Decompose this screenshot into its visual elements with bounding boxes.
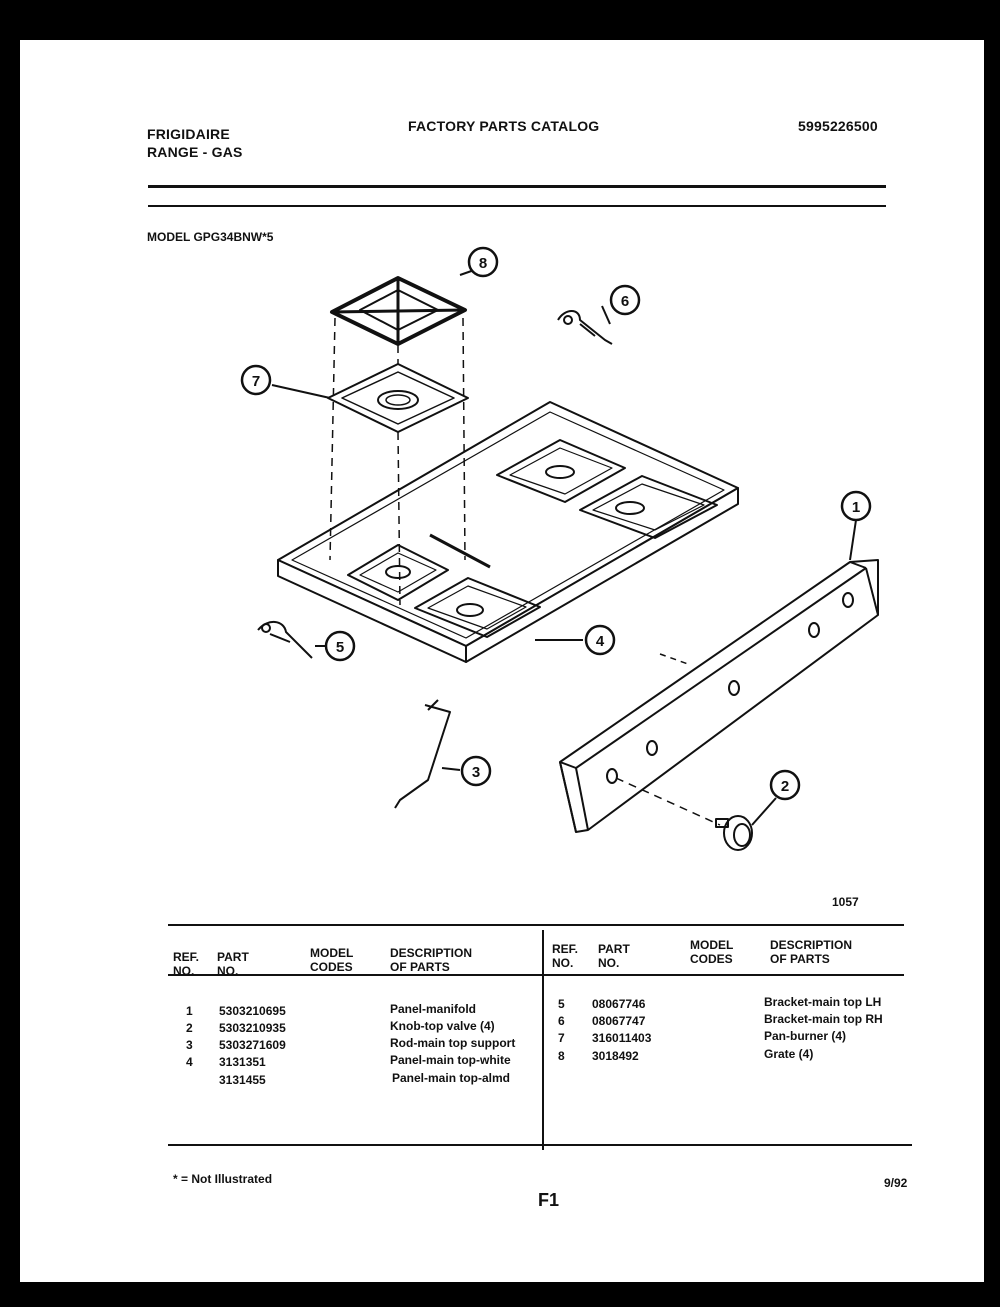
row-desc: Rod-main top support (390, 1036, 516, 1050)
row-ref: 3 (186, 1038, 193, 1052)
callout-1-label: 1 (851, 499, 861, 516)
left-header-desc: DESCRIPTION OF PARTS (390, 946, 473, 974)
callout-3 (462, 757, 490, 785)
row-ref: 8 (558, 1049, 565, 1063)
bracket-rh (558, 311, 612, 344)
row-part: 5303210935 (219, 1021, 286, 1035)
right-header-part: PART NO. (598, 942, 630, 970)
callout-8 (469, 248, 497, 276)
row-ref: 6 (558, 1014, 565, 1028)
model-label: MODEL GPG34BNW*5 (147, 230, 274, 244)
row-part: 3131455 (219, 1073, 266, 1087)
row-part: 5303271609 (219, 1038, 286, 1052)
callout-7 (242, 366, 270, 394)
row-ref: 1 (186, 1004, 193, 1018)
row-desc: Panel-main top-white (390, 1053, 511, 1067)
revision-date: 9/92 (884, 1176, 908, 1190)
callout-5-label: 5 (335, 639, 345, 656)
callout-2-label: 2 (780, 778, 790, 795)
catalog-sheet (20, 40, 984, 1282)
left-header-part: PART NO. (217, 950, 249, 978)
not-illustrated-note: * = Not Illustrated (173, 1172, 273, 1186)
row-part: 316011403 (592, 1031, 652, 1045)
table-bottom-rule (168, 1144, 912, 1146)
row-desc: Panel-manifold (390, 1002, 477, 1016)
table-header-rule (168, 974, 904, 976)
row-part: 3018492 (592, 1049, 639, 1063)
row-desc: Knob-top valve (4) (390, 1019, 495, 1033)
row-desc: Bracket-main top RH (764, 1012, 883, 1026)
bracket-lh (258, 622, 312, 658)
product-label: RANGE - GAS (147, 144, 243, 160)
table-column-divider (542, 930, 544, 1150)
support-rod (395, 700, 450, 808)
callout-1 (842, 492, 870, 520)
callout-6-label: 6 (620, 293, 630, 310)
catalog-number: 5995226500 (798, 118, 878, 134)
row-ref: 4 (186, 1055, 193, 1069)
catalog-title: FACTORY PARTS CATALOG (408, 118, 600, 134)
row-part: 08067747 (592, 1014, 646, 1028)
left-header-model: MODEL CODES (310, 946, 354, 974)
row-ref: 5 (558, 997, 565, 1011)
grate (332, 278, 465, 344)
row-desc: Grate (4) (764, 1047, 814, 1061)
row-desc: Bracket-main top LH (764, 995, 882, 1009)
figure-number: 1057 (832, 895, 859, 909)
left-header-ref: REF. NO. (173, 950, 200, 978)
callout-3-label: 3 (471, 764, 481, 781)
row-part: 08067746 (592, 997, 646, 1011)
callout-8-label: 8 (478, 255, 488, 272)
table-top-rule (168, 924, 904, 926)
row-ref: 7 (558, 1031, 565, 1045)
row-desc: Panel-main top-almd (392, 1071, 511, 1085)
callout-5 (326, 632, 354, 660)
callout-4-label: 4 (595, 633, 605, 650)
exploded-diagram (20, 40, 984, 920)
row-part: 5303210695 (219, 1004, 286, 1018)
row-desc: Pan-burner (4) (764, 1029, 847, 1043)
callout-7-label: 7 (251, 373, 261, 390)
manifold-panel (560, 560, 878, 832)
callout-6 (611, 286, 639, 314)
row-ref: 2 (186, 1021, 193, 1035)
brand-label: FRIGIDAIRE (147, 126, 230, 142)
page-number: F1 (538, 1190, 560, 1210)
right-header-ref: REF. NO. (552, 942, 579, 970)
main-top-panel (278, 402, 738, 662)
right-header-model: MODEL CODES (690, 938, 734, 966)
right-header-desc: DESCRIPTION OF PARTS (770, 938, 853, 966)
callout-4 (586, 626, 614, 654)
callout-2 (771, 771, 799, 799)
row-part: 3131351 (219, 1055, 266, 1069)
burner-pan (328, 364, 468, 432)
